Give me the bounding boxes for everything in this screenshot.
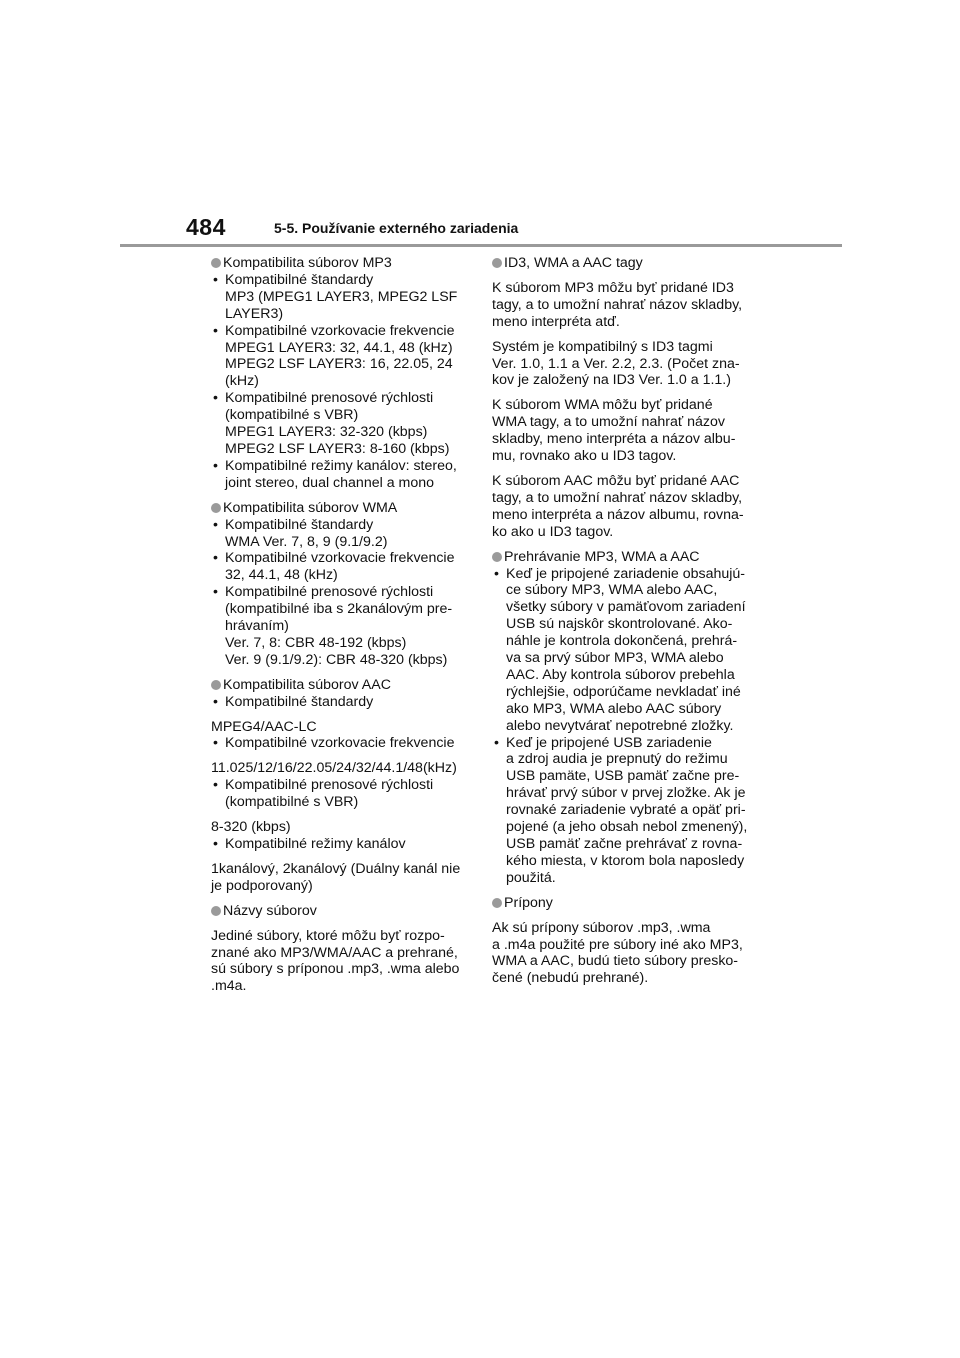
topic-wma: [211, 500, 473, 669]
bullet-dot-icon: [492, 552, 502, 562]
bullet-dot-icon: [492, 258, 502, 268]
paragraph: 1kanálový, 2kanálový (Duálny kanál nie je podporovaný): [211, 860, 461, 894]
topic-title: Kompatibilita súborov MP3: [223, 255, 392, 271]
topic-title: Kompatibilita súborov AAC: [223, 676, 391, 693]
list-item: • Kompatibilné režimy kanálov: [213, 836, 406, 852]
list-item: • Kompatibilné vzorkovacie frekvencie MPEG1 LAYER3: 32, 44.1, 48 (kHz) MPEG2 LSF LAYER3: 16, 22.05, 24 (kHz): [213, 322, 455, 390]
bullet-dot-icon: [211, 680, 221, 690]
topic-title: ID3, WMA a AAC tagy: [504, 255, 643, 271]
topic-title: Kompatibilita súborov WMA: [223, 499, 398, 516]
list-item: • Keď je pripojené zariadenie obsahujú- ce súbory MP3, WMA alebo AAC, všetky súbory v pamäťovom zariadení USB sú najskôr skontrolované. Ako- náhle je kontrola dokončená, prehrá- va sa prvý súbor MP3, WMA alebo AAC. Aby kontrola súborov prebehla rýchlejšie, odporúčame nevkladať iné ako MP3, WMA alebo AAC súbory alebo nevytvárať nepotrebné zložky.: [494, 565, 746, 734]
paragraph: MPEG4/AAC-LC: [211, 718, 317, 735]
bullet-dot-icon: [492, 898, 502, 908]
list-item: • Keď je pripojené USB zariadenie a zdroj audia je prepnutý do režimu USB pamäte, USB pamäť začne pre- hrávať prvý súbor v prvej zložke. Ak je rovnaké zariadenie vybraté a opäť pri- pojené (a jeho obsah nebol zmenený), USB pamäť začne prehrávať z rovna- kého miesta, v ktorom bola naposledy použitá.: [494, 734, 748, 886]
list-item: • Kompatibilné prenosové rýchlosti (kompatibilné s VBR) MPEG1 LAYER3: 32-320 (kbps) MPEG2 LSF LAYER3: 8-160 (kbps): [213, 390, 450, 457]
bullet-dot-icon: [211, 258, 221, 268]
paragraph: K súborom AAC môžu byť pridané AAC tagy, a to umožní nahrať názov skladby, meno interpréta a názov albumu, rovna- ko ako u ID3 tagov.: [492, 472, 744, 540]
paragraph: Ak sú prípony súborov .mp3, .wma a .m4a použité pre súbory iné ako MP3, WMA a AAC, budú tieto súbory presko- čené (nebudú prehrané).: [492, 919, 743, 987]
topic-title: Názvy súborov: [223, 902, 317, 919]
topic-title: Prehrávanie MP3, WMA a AAC: [504, 548, 700, 565]
bullet-dot-icon: [211, 503, 221, 513]
topic-mp3: [211, 255, 473, 492]
list-item: • Kompatibilné štandardy WMA Ver. 7, 8, 9 (9.1/9.2): [213, 516, 388, 550]
bullet-dot-icon: [211, 906, 221, 916]
page-header: [186, 214, 846, 244]
topic-playback: [492, 549, 760, 887]
topic-tags: [492, 255, 760, 541]
topic-aac: [211, 677, 473, 895]
section-title: 5-5. Používanie externého zariadenia: [274, 220, 519, 236]
list-item: • Kompatibilné štandardy MP3 (MPEG1 LAYER3, MPEG2 LSF LAYER3): [213, 271, 458, 322]
topic-file-names: [211, 903, 473, 996]
list-item: • Kompatibilné režimy kanálov: stereo, joint stereo, dual channel a mono: [213, 457, 457, 491]
paragraph: 8-320 (kbps): [211, 819, 291, 836]
list-item: • Kompatibilné prenosové rýchlosti (kompatibilné iba s 2kanálovým pre- hrávaním) Ver. 7, 8: CBR 48-192 (kbps) Ver. 9 (9.1/9.2): CBR 48-320 (kbps): [213, 584, 453, 668]
topic-extensions: [492, 895, 760, 988]
topic-title: Prípony: [504, 894, 553, 911]
left-column: [211, 255, 473, 1003]
paragraph: K súborom MP3 môžu byť pridané ID3 tagy, a to umožní nahrať názov skladby, meno interpréta atď.: [492, 279, 743, 330]
paragraph: K súborom WMA môžu byť pridané WMA tagy, a to umožní nahrať názov skladby, meno interpréta a názov albu- mu, rovnako ako u ID3 tagov.: [492, 397, 736, 465]
page-number: 484: [186, 214, 226, 240]
right-column: [492, 255, 760, 995]
list-item: • Kompatibilné vzorkovacie frekvencie: [213, 735, 455, 752]
header-divider: [120, 244, 842, 247]
list-item: • Kompatibilné prenosové rýchlosti (kompatibilné s VBR): [213, 777, 434, 811]
paragraph: 11.025/12/16/22.05/24/32/44.1/48(kHz): [211, 760, 457, 777]
list-item: • Kompatibilné vzorkovacie frekvencie 32, 44.1, 48 (kHz): [213, 550, 455, 584]
list-item: • Kompatibilné štandardy: [213, 693, 374, 710]
paragraph: Jediné súbory, ktoré môžu byť rozpo- znané ako MP3/WMA/AAC a prehrané, sú súbory s príponou .mp3, .wma alebo .m4a.: [211, 927, 460, 995]
paragraph: Systém je kompatibilný s ID3 tagmi Ver. 1.0, 1.1 a Ver. 2.2, 2.3. (Počet zna- kov je založený na ID3 Ver. 1.0 a 1.1.): [492, 338, 740, 389]
